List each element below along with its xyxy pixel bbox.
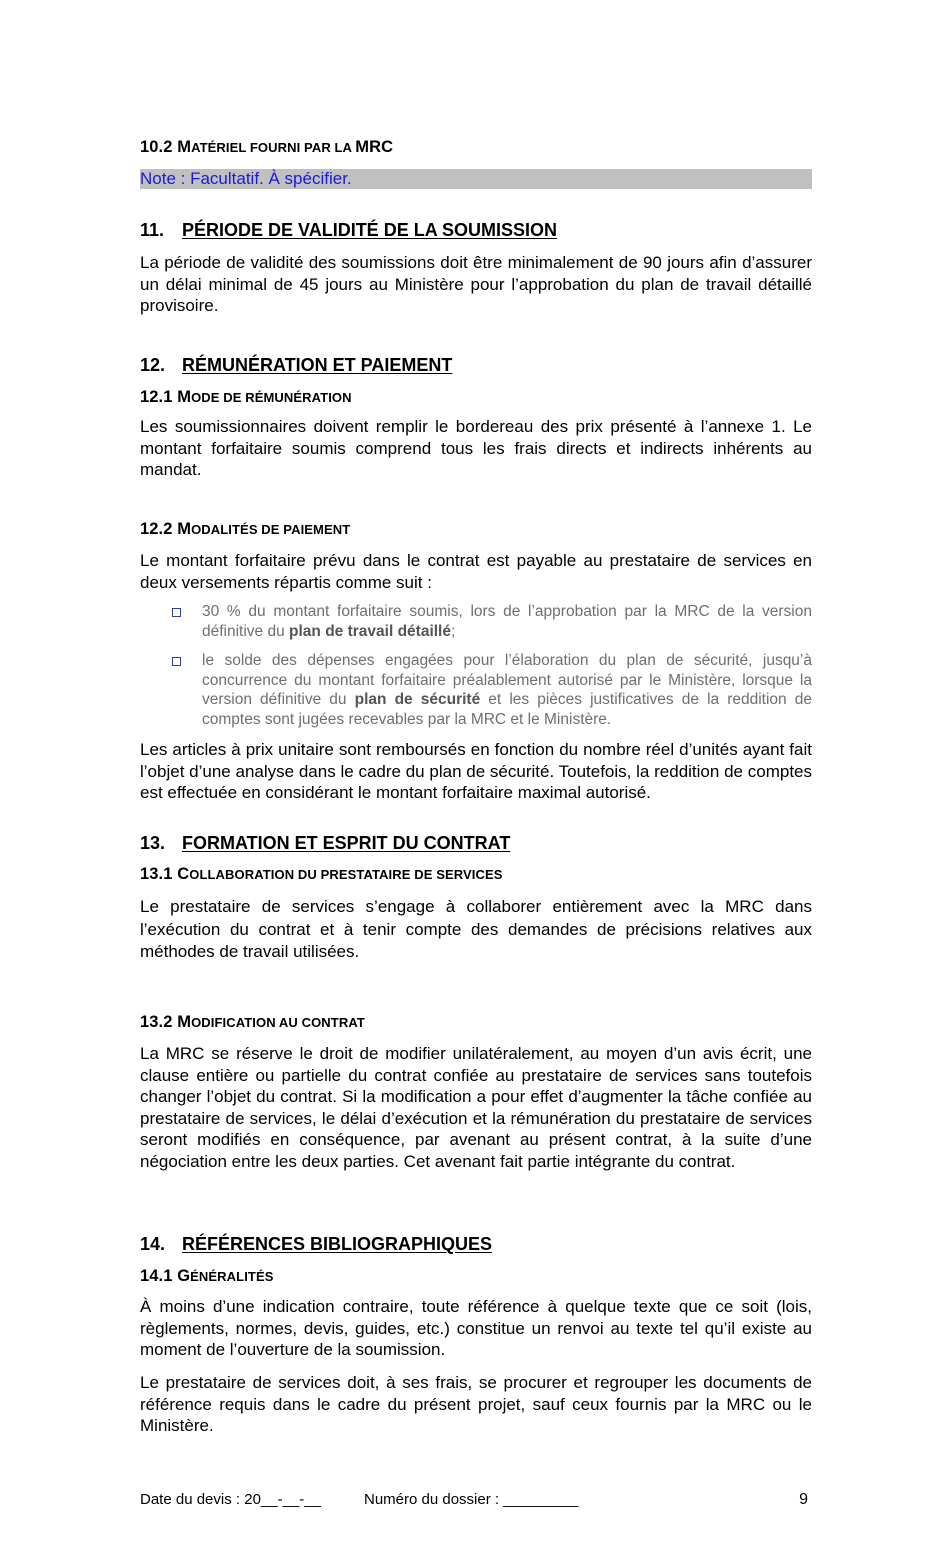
paragraph-14-1-b: Le prestataire de services doit, à ses frais, se procurer et regrouper les documents de référence requis dans le cadre du présent projet, sauf ceux fournis par la MRC ou le Ministère. xyxy=(140,1373,812,1435)
paragraph-12-2-b: Les articles à prix unitaire sont remboursés en fonction du nombre réel d’unités ayant fait l’objet d’une analyse dans le cadre du plan de sécurité. Toutefois, la reddition de comptes est effectuée en considérant le montant forfaitaire maximal autorisé. xyxy=(140,740,812,802)
heading-12-2: 12.2 MODALITÉS DE PAIEMENT xyxy=(140,520,351,538)
heading-14-1: 14.1 GÉNÉRALITÉS xyxy=(140,1267,274,1285)
page-number: 9 xyxy=(799,1491,808,1508)
paragraph-13-1: Le prestataire de services s’engage à collaborer entièrement avec la MRC dans l’exécution du contrat et à tenir compte des demandes de précisions relatives aux méthodes de travail utilisées. xyxy=(140,897,812,961)
heading-11: 11. PÉRIODE DE VALIDITÉ DE LA SOUMISSION xyxy=(140,220,558,240)
note-placeholder: Note : Facultatif. À spécifier. xyxy=(140,169,812,189)
paragraph-11: La période de validité des soumissions doit être minimalement de 90 jours afin d’assurer un délai minimal de 45 jours au Ministère pour l’approbation du plan de travail détaillé provisoire. xyxy=(140,253,812,315)
heading-13-1: 13.1 COLLABORATION DU PRESTATAIRE DE SERVICES xyxy=(140,865,503,883)
heading-10-2: 10.2 MATÉRIEL FOURNI PAR LA MRC xyxy=(140,138,394,156)
heading-12: 12. RÉMUNÉRATION ET PAIEMENT xyxy=(140,355,453,375)
heading-12-1: 12.1 MODE DE RÉMUNÉRATION xyxy=(140,388,352,406)
list-item: 30 % du montant forfaitaire soumis, lors de l’approbation par la MRC de la version définitive du plan de travail détaillé; xyxy=(172,602,812,641)
heading-13: 13. FORMATION ET ESPRIT DU CONTRAT xyxy=(140,833,511,853)
heading-14: 14. RÉFÉRENCES BIBLIOGRAPHIQUES xyxy=(140,1234,493,1254)
paragraph-12-2: Le montant forfaitaire prévu dans le contrat est payable au prestataire de services en deux versements répartis comme suit : xyxy=(140,551,812,592)
footer-dossier: Numéro du dossier : _________ xyxy=(364,1491,579,1508)
square-bullet-icon xyxy=(172,651,202,729)
paragraph-12-1: Les soumissionnaires doivent remplir le bordereau des prix présenté à l’annexe 1. Le montant forfaitaire soumis comprend tous les frais directs et indirects inhérents au mandat. xyxy=(140,417,812,479)
payment-list xyxy=(172,602,812,729)
square-bullet-icon xyxy=(172,602,202,641)
heading-13-2: 13.2 MODIFICATION AU CONTRAT xyxy=(140,1013,365,1031)
paragraph-13-2: La MRC se réserve le droit de modifier unilatéralement, au moyen d’un avis écrit, une clause entière ou partielle du contrat confiée au prestataire de services sans toutefois changer l’objet du contrat. Si la modification a pour effet d’augmenter la tâche confiée au prestataire de services, le délai d’exécution et la rémunération du prestataire de services seront modifiés en conséquence, par avenant au présent contrat, à la suite d’une négociation entre les deux parties. Cet avenant fait partie intégrante du contrat. xyxy=(140,1044,812,1171)
paragraph-14-1-a: À moins d’une indication contraire, toute référence à quelque texte que ce soit (lois, règlements, normes, devis, guides, etc.) constitue un renvoi au texte tel qu’il existe au moment de l’ouverture de la soumission. xyxy=(140,1297,812,1359)
list-item: le solde des dépenses engagées pour l’élaboration du plan de sécurité, jusqu’à concurrence du montant forfaitaire préalablement autorisé par le Ministère, lorsque la version définitive du plan de sécurité et les pièces justificatives de la reddition de comptes sont jugées recevables par la MRC et le Ministère. xyxy=(172,651,812,729)
footer-date: Date du devis : 20__-__-__ xyxy=(140,1491,321,1508)
